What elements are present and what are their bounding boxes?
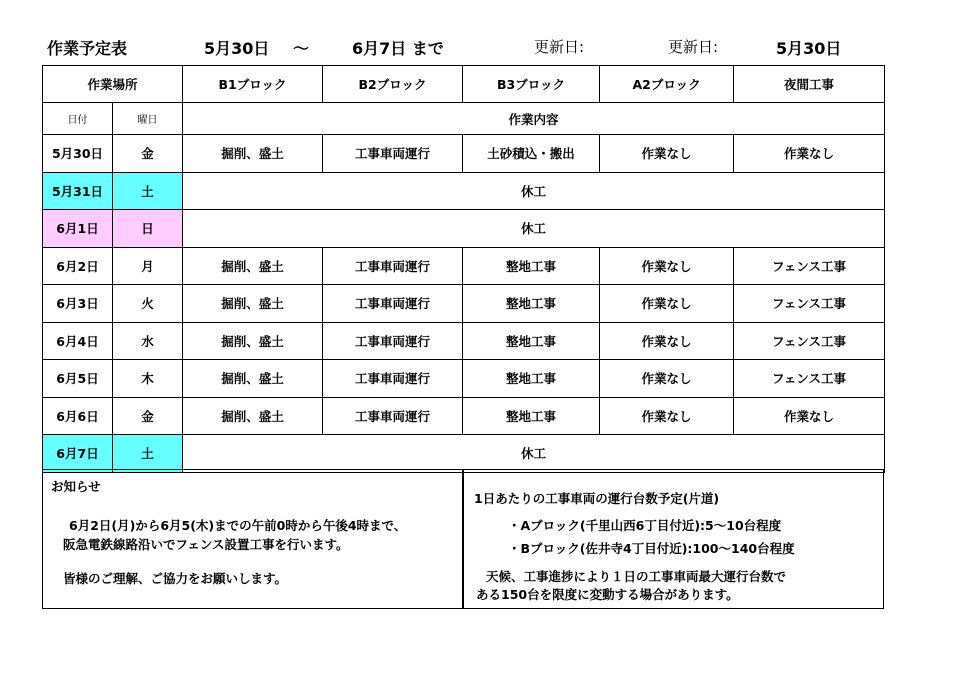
table-row	[43, 247, 885, 285]
notice-title: お知らせ	[51, 479, 101, 494]
row-weekday: 金	[113, 397, 183, 435]
work-cell: 作業なし	[600, 322, 734, 360]
table-row	[43, 210, 885, 248]
row-weekday: 火	[113, 285, 183, 323]
work-cell: 作業なし	[734, 135, 885, 173]
row-weekday: 木	[113, 360, 183, 398]
row-date: 5月31日	[43, 172, 113, 210]
updated-date: 5月30日	[776, 39, 842, 58]
work-cell: 整地工事	[463, 247, 600, 285]
row-date: 5月30日	[43, 135, 113, 173]
column-header: A2ブロック	[600, 66, 734, 103]
updated-label-1: 更新日:	[534, 38, 585, 56]
traffic-title: 1日あたりの工事車両の運行台数予定(片道)	[474, 491, 720, 506]
row-date: 6月5日	[43, 360, 113, 398]
updated-label-2: 更新日:	[668, 38, 719, 56]
traffic-a-block: ・Aブロック(千里山西6丁目付近):5～10台程度	[508, 518, 782, 533]
table-row	[43, 322, 885, 360]
work-cell: 工事車両運行	[323, 397, 463, 435]
table-row	[43, 397, 885, 435]
header-row	[43, 66, 885, 103]
row-date: 6月7日	[43, 435, 113, 473]
tilde: ～	[293, 39, 310, 58]
rest-cell: 休工	[183, 172, 885, 210]
row-date: 6月2日	[43, 247, 113, 285]
work-cell: フェンス工事	[734, 322, 885, 360]
work-cell: 作業なし	[600, 135, 734, 173]
table-row	[43, 435, 885, 473]
work-cell: フェンス工事	[734, 247, 885, 285]
weekday-label: 曜日	[113, 103, 183, 135]
work-cell: 掘削、盛土	[183, 247, 323, 285]
work-cell: 工事車両運行	[323, 322, 463, 360]
content-label: 作業内容	[183, 103, 885, 135]
row-weekday: 月	[113, 247, 183, 285]
notice-line-2: 阪急電鉄線路沿いでフェンス設置工事を行います。	[63, 537, 349, 552]
schedule-table	[42, 65, 885, 473]
traffic-b-block: ・Bブロック(佐井寺4丁目付近):100～140台程度	[508, 541, 795, 556]
row-date: 6月3日	[43, 285, 113, 323]
row-date: 6月4日	[43, 322, 113, 360]
traffic-note-2: ある150台を限度に変動する場合があります。	[476, 587, 739, 602]
work-cell: 掘削、盛土	[183, 285, 323, 323]
row-weekday: 水	[113, 322, 183, 360]
notice-box	[42, 469, 463, 609]
work-cell: 作業なし	[600, 397, 734, 435]
work-cell: 掘削、盛土	[183, 135, 323, 173]
table-row	[43, 172, 885, 210]
work-cell: 整地工事	[463, 360, 600, 398]
subheader-row	[43, 103, 885, 135]
work-cell: フェンス工事	[734, 360, 885, 398]
work-cell: 掘削、盛土	[183, 322, 323, 360]
rest-cell: 休工	[183, 435, 885, 473]
date-to: 6月7日 まで	[352, 39, 444, 58]
table-row	[43, 285, 885, 323]
row-date: 6月6日	[43, 397, 113, 435]
work-cell: フェンス工事	[734, 285, 885, 323]
work-cell: 作業なし	[734, 397, 885, 435]
table-row	[43, 135, 885, 173]
work-cell: 掘削、盛土	[183, 397, 323, 435]
row-weekday: 日	[113, 210, 183, 248]
row-weekday: 土	[113, 172, 183, 210]
date-label: 日付	[43, 103, 113, 135]
work-cell: 工事車両運行	[323, 285, 463, 323]
work-cell: 工事車両運行	[323, 360, 463, 398]
work-cell: 掘削、盛土	[183, 360, 323, 398]
rest-cell: 休工	[183, 210, 885, 248]
work-cell: 整地工事	[463, 285, 600, 323]
row-date: 6月1日	[43, 210, 113, 248]
column-header: 夜間工事	[734, 66, 885, 103]
work-cell: 整地工事	[463, 397, 600, 435]
traffic-note-1: 天候、工事進捗により１日の工事車両最大運行台数で	[486, 569, 787, 584]
date-from: 5月30日	[204, 39, 270, 58]
column-header: B1ブロック	[183, 66, 323, 103]
work-cell: 作業なし	[600, 360, 734, 398]
row-weekday: 土	[113, 435, 183, 473]
table-row	[43, 360, 885, 398]
notice-line-1: 6月2日(月)から6月5(木)までの午前0時から午後4時まで、	[69, 518, 407, 533]
work-cell: 工事車両運行	[323, 247, 463, 285]
notice-line-3: 皆様のご理解、ご協力をお願いします。	[63, 571, 288, 586]
traffic-box	[463, 469, 884, 609]
work-cell: 作業なし	[600, 285, 734, 323]
place-label: 作業場所	[43, 66, 183, 103]
work-cell: 工事車両運行	[323, 135, 463, 173]
work-cell: 土砂積込・搬出	[463, 135, 600, 173]
column-header: B3ブロック	[463, 66, 600, 103]
row-weekday: 金	[113, 135, 183, 173]
work-cell: 作業なし	[600, 247, 734, 285]
page-title: 作業予定表	[47, 39, 128, 58]
work-cell: 整地工事	[463, 322, 600, 360]
column-header: B2ブロック	[323, 66, 463, 103]
